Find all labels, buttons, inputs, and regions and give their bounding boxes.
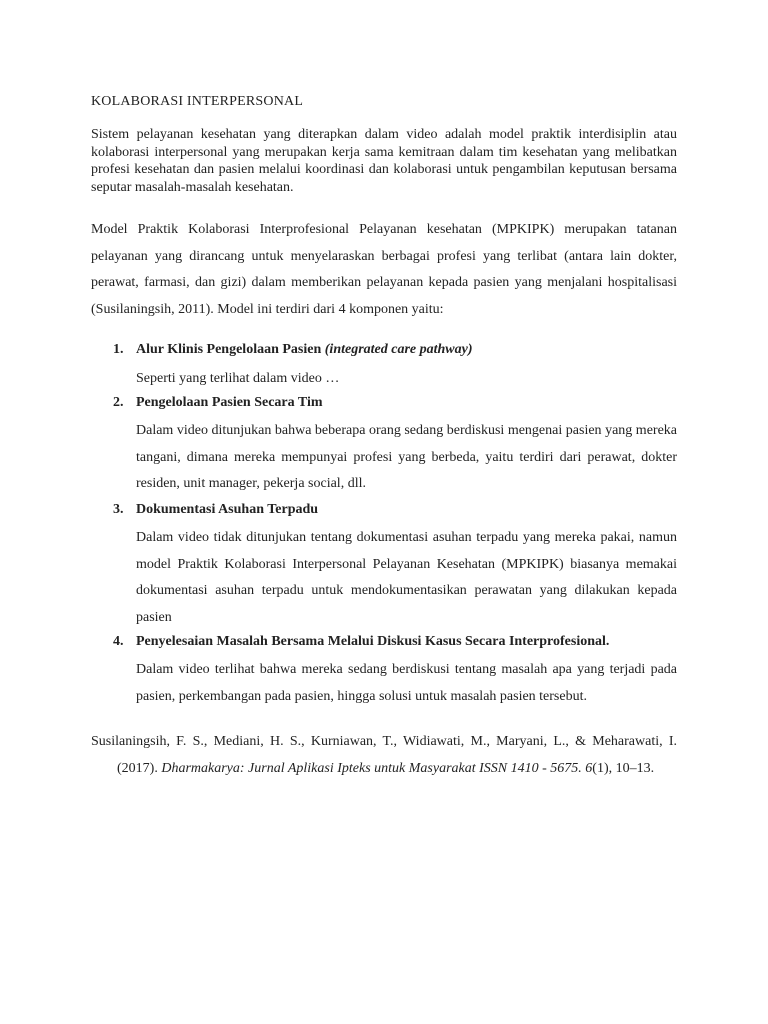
list-item-body: Dalam video terlihat bahwa mereka sedang berdiskusi tentang masalah apa yang terjadi pada pasien, perkembangan pada pasien, hingga solusi untuk masalah pasien tersebut.	[136, 662, 677, 704]
list-item-number: 3.	[113, 502, 124, 517]
list-item-body: Seperti yang terlihat dalam video …	[136, 371, 340, 386]
list-item-body: Dalam video ditunjukan bahwa beberapa orang sedang berdiskusi mengenai pasien yang mereka tangani, dimana mereka mempunyai profesi yang berbeda, yaitu terdiri dari perawat, dokter residen, unit manager, pekerja social, dll.	[136, 423, 677, 491]
list-item-title-text: Alur Klinis Pengelolaan Pasien	[136, 342, 322, 357]
paragraph-intro: Sistem pelayanan kesehatan yang diterapkan dalam video adalah model praktik interdisiplin atau kolaborasi interpersonal yang merupakan kerja sama kemitraan dalam tim kesehatan yang melibatkan profesi kesehatan dan pasien melalui koordinasi dan kolaborasi untuk pengambilan keputusan bersama seputar masalah-masalah kesehatan.	[91, 127, 677, 195]
list-item-title	[113, 342, 673, 358]
list-item-number: 4.	[113, 634, 124, 649]
list-item-title	[113, 502, 673, 518]
reference-authors: Susilaningsih, F. S., Mediani, H. S., Kurniawan, T., Widiawati, M., Maryani, L., & Meharawati, I. (2017).	[91, 734, 677, 776]
reference-journal: Dharmakarya: Jurnal Aplikasi Ipteks untuk Masyarakat ISSN 1410 - 5675. 6	[161, 760, 593, 776]
list-item-title	[113, 395, 673, 411]
reference-entry	[91, 729, 677, 782]
list-item-title-italic: (integrated care pathway)	[324, 342, 473, 357]
list-item-number: 1.	[113, 342, 124, 357]
list-item-body: Dalam video tidak ditunjukan tentang dokumentasi asuhan terpadu yang mereka pakai, namun model Praktik Kolaborasi Interpersonal Pelayanan Kesehatan (MPKIPK) biasanya memakai dokumentasi asuhan terpadu untuk mendokumentasikan perawatan yang dilakukan kepada pasien	[136, 530, 677, 625]
list-item-number: 2.	[113, 395, 124, 410]
list-item-title-text: Penyelesaian Masalah Bersama Melalui Diskusi Kasus Secara Interprofesional.	[136, 634, 610, 649]
document-heading: KOLABORASI INTERPERSONAL	[91, 94, 304, 109]
reference-issue-pages: (1), 10–13.	[592, 760, 655, 776]
list-item-title	[113, 634, 673, 650]
paragraph-model: Model Praktik Kolaborasi Interprofesional Pelayanan kesehatan (MPKIPK) merupakan tatanan pelayanan yang dirancang untuk menyelaraskan berbagai profesi yang terlibat (antara lain dokter, perawat, farmasi, dan gizi) dalam memberikan pelayanan kepada pasien yang menjalani hospitalisasi (Susilaningsih, 2011). Model ini terdiri dari 4 komponen yaitu:	[91, 222, 677, 317]
list-item-title-text: Pengelolaan Pasien Secara Tim	[136, 395, 323, 410]
list-item-title-text: Dokumentasi Asuhan Terpadu	[136, 502, 319, 517]
